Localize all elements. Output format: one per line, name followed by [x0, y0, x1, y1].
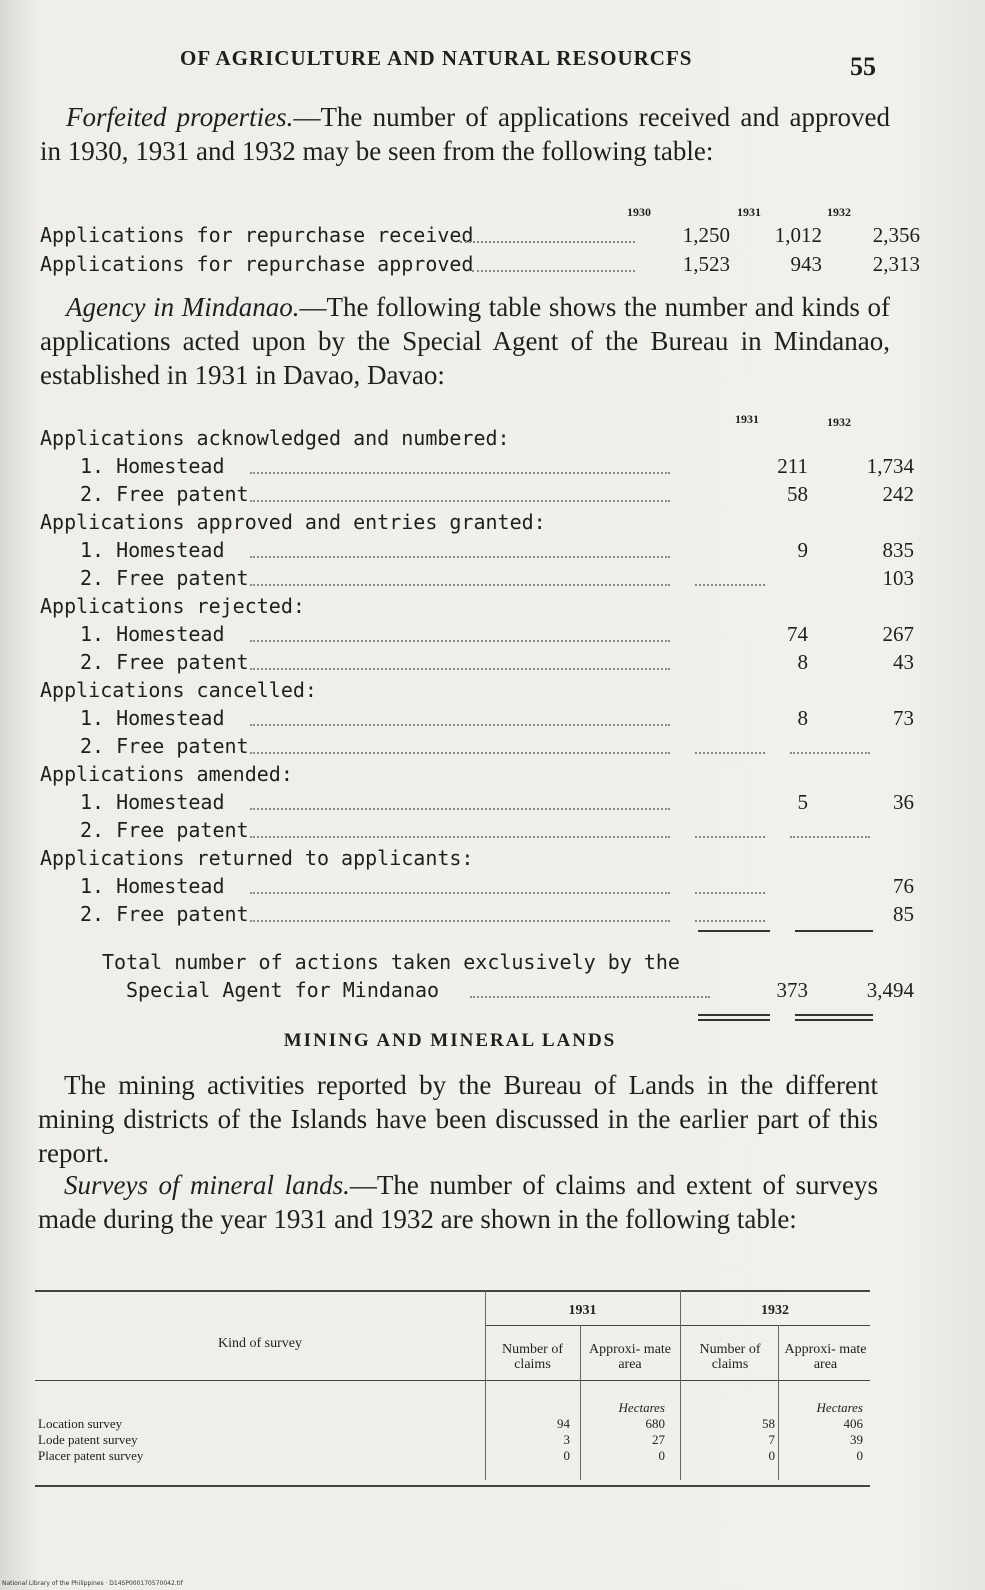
group-title — [40, 762, 880, 790]
cell-1931: 8 — [797, 706, 808, 730]
survey-a1932: 39 — [850, 1432, 863, 1447]
cell-1932: 103 — [882, 566, 914, 590]
survey-a1931: 680 — [645, 1416, 665, 1431]
group-title — [40, 846, 880, 874]
page-number: 55 — [850, 52, 876, 81]
kind-header: Kind of survey — [218, 1336, 302, 1351]
forfeited-paragraph — [40, 100, 890, 168]
scan-footer: National Library of the Philippines · D14SP000170570042.tif — [2, 1580, 183, 1587]
cell-1931: 211 — [777, 454, 808, 478]
table-row — [40, 252, 920, 280]
cell-1932: 267 — [882, 622, 914, 646]
table-row — [40, 622, 914, 650]
col-number-1932: Number of claims — [699, 1342, 761, 1372]
surveys-text: —The number of claims and extent of surveys made during the year 1931 and 1932 are shown in the following table: — [38, 1170, 878, 1234]
group-title-text: Applications rejected: — [40, 594, 305, 618]
table-row — [40, 650, 914, 678]
total-row — [40, 978, 914, 1006]
table-row — [40, 902, 914, 930]
cell-1932: 76 — [893, 874, 914, 898]
group-title — [40, 426, 880, 454]
row-label: Applications for repurchase approved — [40, 252, 474, 276]
total-label-1: Total number of actions taken exclusively by the — [102, 950, 680, 974]
group-title — [40, 594, 880, 622]
survey-n1932: 0 — [768, 1448, 775, 1463]
year-1932-header: 1932 — [761, 1303, 789, 1318]
row-label: Applications for repurchase received — [40, 223, 474, 247]
row-label: 2. Free patent — [80, 566, 249, 590]
cell-1930: 1,250 — [682, 223, 730, 247]
cell-1932: 2,313 — [872, 252, 920, 276]
year-header-1931: 1931 — [737, 205, 761, 219]
cell-1931: 74 — [787, 622, 808, 646]
survey-n1931: 3 — [563, 1432, 570, 1447]
unit-1931: Hectares — [618, 1400, 665, 1415]
cell-1932: 36 — [893, 790, 914, 814]
survey-a1931: 27 — [652, 1432, 665, 1447]
cell-1931: 8 — [797, 650, 808, 674]
table-row — [40, 223, 920, 251]
group-title — [40, 678, 880, 706]
cell-1932: 43 — [893, 650, 914, 674]
forfeited-text: —The number of applications received and approved in 1930, 1931 and 1932 may be seen from the following table: — [40, 102, 891, 166]
agency-year-1932: 1932 — [827, 415, 851, 429]
agency-lead: Agency in Mindanao. — [66, 292, 300, 322]
group-title-text: Applications amended: — [40, 762, 293, 786]
row-label: 2. Free patent — [80, 482, 249, 506]
col-area-1932: Approxi- mate area — [784, 1342, 867, 1372]
cell-1932: 73 — [893, 706, 914, 730]
group-title-text: Applications acknowledged and numbered: — [40, 426, 510, 450]
survey-row-label: Lode patent survey — [38, 1432, 138, 1447]
table-row — [40, 734, 880, 762]
row-label: 1. Homestead — [80, 538, 225, 562]
unit-1932: Hectares — [816, 1400, 863, 1415]
table-row — [40, 706, 914, 734]
survey-a1931: 0 — [658, 1448, 665, 1463]
year-header-1932: 1932 — [827, 205, 851, 219]
table-row — [40, 566, 914, 594]
year-1931-header: 1931 — [568, 1303, 597, 1318]
agency-year-1931: 1931 — [735, 412, 759, 426]
survey-n1932: 58 — [762, 1416, 775, 1431]
survey-n1932: 7 — [768, 1432, 775, 1447]
total-1931: 373 — [776, 978, 808, 1002]
row-label: 2. Free patent — [80, 734, 249, 758]
table-row — [40, 818, 880, 846]
table-row — [40, 482, 914, 510]
group-title-text: Applications approved and entries granted: — [40, 510, 546, 534]
row-label: 1. Homestead — [80, 706, 225, 730]
cell-1932: 1,734 — [866, 454, 914, 478]
group-title-text: Applications cancelled: — [40, 678, 317, 702]
col-number-1931: Number of claims — [501, 1342, 564, 1372]
forfeited-lead: Forfeited properties. — [66, 102, 294, 132]
mining-paragraph: The mining activities reported by the Bureau of Lands in the different mining districts of the Islands have been discussed in the earlier part of this report. — [38, 1070, 878, 1168]
group-title — [40, 510, 880, 538]
row-label: 2. Free patent — [80, 818, 249, 842]
survey-n1931: 94 — [557, 1416, 570, 1431]
cell-1932: 242 — [882, 482, 914, 506]
total-row-line1 — [40, 950, 880, 978]
agency-text: —The following table shows the number and kinds of applications acted upon by the Special Agent of the Bureau in Mindanao, established in 1931 in Davao, Davao: — [40, 292, 890, 390]
row-label: 1. Homestead — [80, 622, 225, 646]
row-label: 2. Free patent — [80, 902, 249, 926]
table-row — [40, 454, 914, 482]
cell-1931: 1,012 — [774, 223, 822, 247]
group-title-text: Applications returned to applicants: — [40, 846, 474, 870]
total-1932: 3,494 — [866, 978, 914, 1002]
running-header: OF AGRICULTURE AND NATURAL RESOURCFS — [180, 46, 693, 70]
agency-paragraph — [40, 290, 890, 392]
year-header-1930: 1930 — [627, 205, 651, 219]
section-heading: MINING AND MINERAL LANDS — [283, 1030, 617, 1051]
cell-1932: 2,356 — [872, 223, 920, 247]
row-label: 1. Homestead — [80, 454, 225, 478]
surveys-lead: Surveys of mineral lands. — [64, 1170, 350, 1200]
col-area-1931: Approxi- mate area — [588, 1342, 672, 1372]
cell-1931: 943 — [790, 252, 822, 276]
total-label-2: Special Agent for Mindanao — [126, 978, 440, 1002]
cell-1931: 58 — [787, 482, 808, 506]
cell-1931: 5 — [797, 790, 808, 814]
cell-1931: 9 — [797, 538, 808, 562]
table-row — [40, 874, 914, 902]
survey-n1931: 0 — [563, 1448, 570, 1463]
survey-row-label: Location survey — [38, 1416, 123, 1431]
row-label: 1. Homestead — [80, 790, 225, 814]
cell-1930: 1,523 — [682, 252, 730, 276]
table-row — [40, 538, 914, 566]
surveys-paragraph — [38, 1168, 878, 1236]
cell-1932: 835 — [882, 538, 914, 562]
cell-1932: 85 — [893, 902, 914, 926]
table-row — [40, 790, 914, 818]
row-label: 2. Free patent — [80, 650, 249, 674]
survey-row-label: Placer patent survey — [38, 1448, 144, 1463]
survey-a1932: 406 — [843, 1416, 863, 1431]
row-label: 1. Homestead — [80, 874, 225, 898]
survey-a1932: 0 — [856, 1448, 863, 1463]
